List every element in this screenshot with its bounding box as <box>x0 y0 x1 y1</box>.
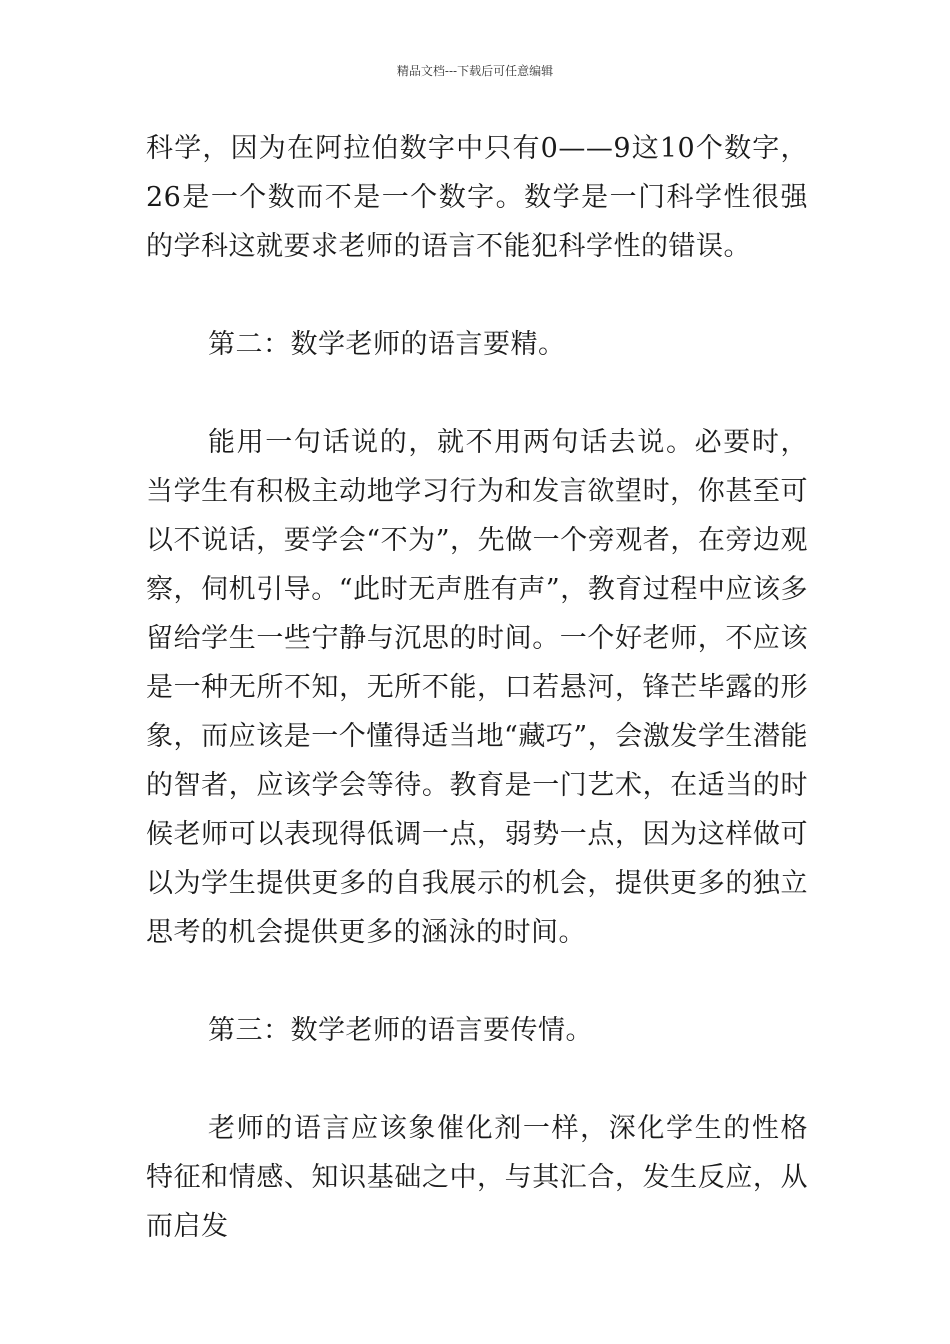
page-header: 精品文档---下载后可任意编辑 <box>396 64 554 78</box>
paragraph-concise-language: 能用一句话说的，就不用两句话去说。必要时，当学生有积极主动地学习行为和发言欲望时，你甚至可以不说话，要学会“不为”，先做一个旁观者，在旁边观察，伺机引导。“此时无声胜有声”，教育过程中应该多留给学生一些宁静与沉思的时间。一个好老师，不应该是一种无所不知，无所不能，口若悬河，锋芒毕露的形象，而应该是一个懂得适当地“藏巧”，会激发学生潜能的智者，应该学会等待。教育是一门艺术，在适当的时候老师可以表现得低调一点，弱势一点，因为这样做可以为学生提供更多的自我展示的机会，提供更多的独立思考的机会提供更多的涵泳的时间。 <box>146 427 808 948</box>
document-body <box>146 124 808 1251</box>
paragraph-emotional-language: 老师的语言应该象催化剂一样，深化学生的性格特征和情感、知识基础之中，与其汇合，发生反应，从而启发 <box>146 1113 808 1242</box>
paragraph-continuation: 科学，因为在阿拉伯数字中只有0——9这10个数字，26是一个数而不是一个数字。数学是一门科学性很强的学科这就要求老师的语言不能犯科学性的错误。 <box>146 133 808 262</box>
section-heading-third: 第三：数学老师的语言要传情。 <box>208 1015 593 1046</box>
section-heading-second: 第二：数学老师的语言要精。 <box>208 329 566 360</box>
